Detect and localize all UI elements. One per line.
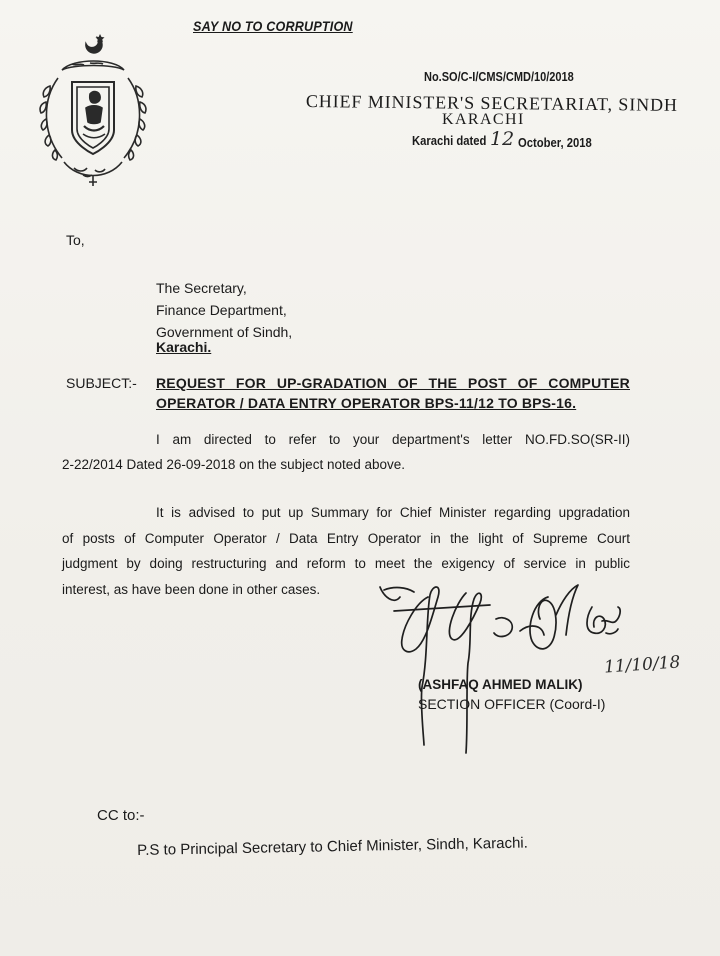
- recipient-city: Karachi.: [156, 339, 212, 355]
- subject-label: SUBJECT:-: [66, 375, 137, 391]
- dated-label: Karachi dated: [412, 134, 487, 148]
- cc-recipient: P.S to Principal Secretary to Chief Minister, Sindh, Karachi.: [137, 834, 529, 859]
- dated-day-handwritten: 12: [490, 128, 515, 150]
- body-paragraph-2-line: interest, as have been done in other cases.: [62, 582, 321, 597]
- recipient-line: The Secretary,: [156, 280, 247, 296]
- recipient-line: Finance Department,: [156, 302, 287, 318]
- body-paragraph-1-line: I am directed to refer to your department's letter NO.FD.SO(SR-II): [156, 432, 630, 447]
- signature-handwritten-date: 11/10/18: [603, 652, 681, 678]
- body-paragraph-2-line: judgment by doing restructuring and reform to meet the exigency of service in public: [62, 556, 630, 571]
- subject-line-2: OPERATOR / DATA ENTRY OPERATOR BPS-11/12 TO BPS-16.: [156, 395, 577, 411]
- dated-month-year: October, 2018: [518, 136, 592, 150]
- subject-line-1: REQUEST FOR UP-GRADATION OF THE POST OF COMPUTER: [156, 375, 630, 391]
- office-city: KARACHI: [442, 111, 525, 128]
- sindh-government-emblem: [28, 30, 158, 190]
- body-paragraph-2-line: of posts of Computer Operator / Data Entry Operator in the light of Supreme Court: [62, 531, 630, 546]
- cc-label: CC to:-: [97, 807, 145, 824]
- reference-number: No.SO/C-I/CMS/CMD/10/2018: [424, 70, 574, 84]
- header-slogan: SAY NO TO CORRUPTION: [193, 18, 353, 34]
- body-paragraph-1-line: 2-22/2014 Dated 26-09-2018 on the subject noted above.: [62, 457, 406, 472]
- body-paragraph-2-line: It is advised to put up Summary for Chief Minister regarding upgradation: [156, 505, 630, 520]
- recipient-line: Government of Sindh,: [156, 324, 293, 340]
- salutation: To,: [66, 232, 85, 248]
- office-title: CHIEF MINISTER'S SECRETARIAT, SINDH: [305, 91, 678, 115]
- signatory-designation: SECTION OFFICER (Coord-I): [418, 696, 606, 712]
- signatory-name: (ASHFAQ AHMED MALIK): [418, 677, 583, 692]
